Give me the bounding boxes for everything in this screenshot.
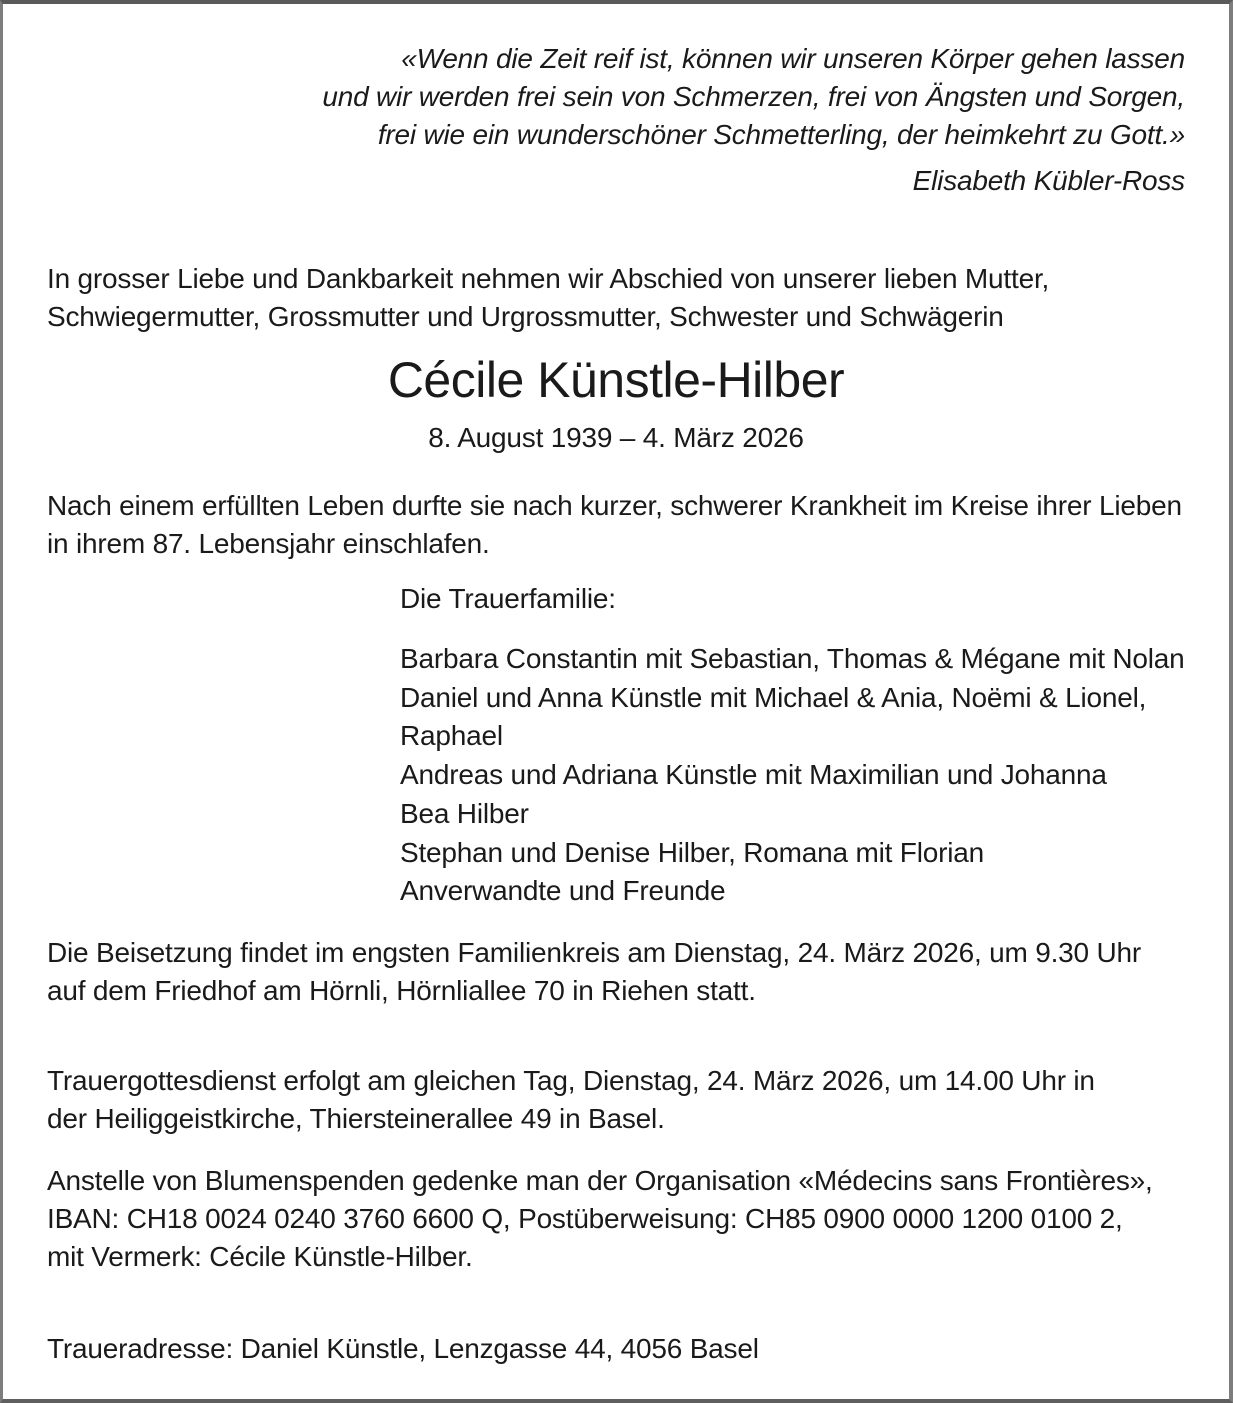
life-dates: 8. August 1939 – 4. März 2026: [428, 422, 804, 453]
life-line: Nach einem erfüllten Leben durfte sie nach kurzer, schwerer Krankheit im Kreise ihrer Lieben: [47, 490, 1182, 521]
family-member: Stephan und Denise Hilber, Romana mit Florian: [400, 836, 984, 868]
family-member: Bea Hilber: [400, 797, 529, 829]
life-paragraph: [47, 487, 1185, 563]
life-line: in ihrem 87. Lebensjahr einschlafen.: [47, 528, 490, 559]
mourning-address: Traueradresse: Daniel Künstle, Lenzgasse 44, 4056 Basel: [47, 1332, 759, 1364]
family-heading: Die Trauerfamilie:: [400, 583, 616, 614]
quote-block: [47, 40, 1185, 154]
service-line: der Heiliggeistkirche, Thiersteinerallee 49 in Basel.: [47, 1102, 665, 1134]
service-paragraph: [47, 1062, 1185, 1138]
donation-line: Anstelle von Blumenspenden gedenke man der Organisation «Médecins sans Frontières»,: [47, 1164, 1153, 1196]
burial-paragraph: [47, 934, 1185, 1010]
intro-line: In grosser Liebe und Dankbarkeit nehmen wir Abschied von unserer lieben Mutter,: [47, 263, 1050, 294]
intro-paragraph: [47, 260, 1185, 336]
quote-line: frei wie ein wunderschöner Schmetterling, der heimkehrt zu Gott.»: [377, 119, 1185, 150]
family-member: Andreas und Adriana Künstle mit Maximilian und Johanna: [400, 759, 1107, 791]
donation-line: IBAN: CH18 0024 0240 3760 6600 Q, Postüberweisung: CH85 0900 0000 1200 0100 2,: [47, 1202, 1123, 1234]
family-member: Raphael: [400, 720, 503, 752]
family-member-list: [47, 640, 1185, 911]
deceased-name: Cécile Künstle-Hilber: [387, 352, 845, 408]
family-member: Anverwandte und Freunde: [400, 875, 726, 907]
family-member: Barbara Constantin mit Sebastian, Thomas & Mégane mit Nolan: [400, 643, 1185, 674]
donation-line: mit Vermerk: Cécile Künstle-Hilber.: [47, 1240, 473, 1272]
burial-line: auf dem Friedhof am Hörnli, Hörnliallee 70 in Riehen statt.: [47, 974, 756, 1006]
quote-line: und wir werden frei sein von Schmerzen, frei von Ängsten und Sorgen,: [322, 81, 1185, 112]
donation-paragraph: [47, 1162, 1185, 1276]
quote-attribution: Elisabeth Kübler-Ross: [912, 165, 1185, 196]
intro-line: Schwiegermutter, Grossmutter und Urgrossmutter, Schwester und Schwägerin: [47, 301, 1004, 332]
family-member: Daniel und Anna Künstle mit Michael & Ania, Noëmi & Lionel,: [400, 681, 1147, 713]
service-line: Trauergottesdienst erfolgt am gleichen Tag, Dienstag, 24. März 2026, um 14.00 Uhr in: [47, 1064, 1095, 1096]
quote-line: «Wenn die Zeit reif ist, können wir unseren Körper gehen lassen: [401, 43, 1185, 74]
burial-line: Die Beisetzung findet im engsten Familienkreis am Dienstag, 24. März 2026, um 9.30 Uhr: [47, 936, 1141, 968]
